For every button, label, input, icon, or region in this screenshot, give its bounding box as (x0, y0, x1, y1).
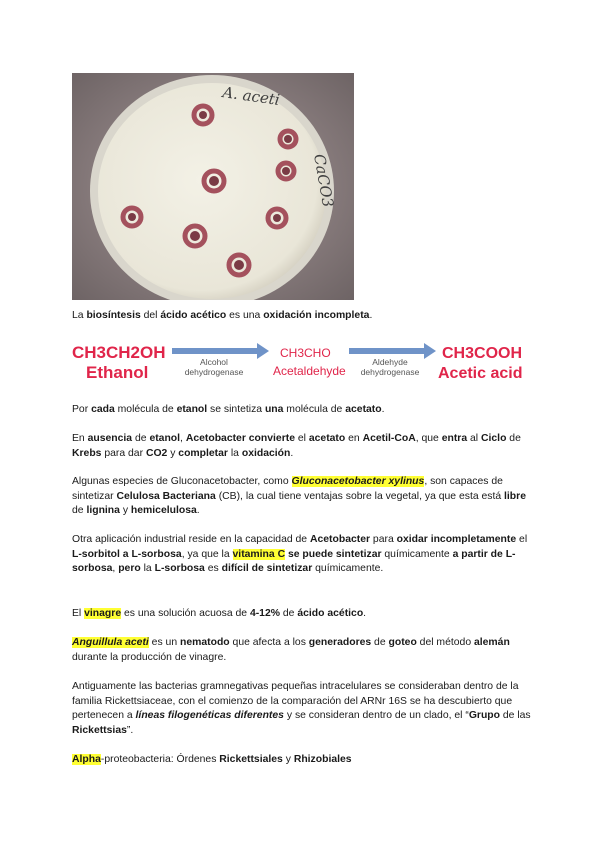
paragraph-2: En ausencia de etanol, Acetobacter convierte el acetato en Acetil-CoA, que entra al Ciclo de Krebs para dar CO2 y completar la oxidación. (72, 433, 521, 459)
highlight: vitamina C (232, 548, 286, 560)
enzyme-1-line-1: Alcohol (200, 357, 228, 367)
paragraph-8: Alpha-proteobacteria: Órdenes Rickettsiales y Rhizobiales (72, 754, 352, 765)
ethanol-name: Ethanol (86, 363, 149, 382)
intro-paragraph: La biosíntesis del ácido acético es una oxidación incompleta. (72, 310, 373, 321)
paragraph-5: El vinagre es una solución acuosa de 4-12% de ácido acético. (72, 608, 367, 619)
handwriting-label: A. aceti (221, 83, 281, 109)
acetaldehyde-formula: CH3CHO (280, 346, 331, 360)
paragraph-4: Otra aplicación industrial reside en la capacidad de Acetobacter para oxidar incompletamente el L-sorbitol a L-sorbosa, ya que la vitamina C se puede sintetizar químicamente a partir de L-sorbosa, pero la L-sorbosa es difícil de sintetizar químicamente. (72, 534, 528, 575)
paragraph-6: Anguillula aceti es un nematodo que afecta a los generadores de goteo del método alemán durante la producción de vinagre. (72, 637, 510, 663)
enzyme-1-line-2: dehydrogenase (184, 367, 244, 377)
highlight: vinagre (84, 608, 122, 619)
highlight: Alpha (72, 754, 101, 765)
petri-dish-illustration (72, 73, 354, 300)
paragraph-7: Antiguamente las bacterias gramnegativas pequeñas intracelulares se consideraban dentro de la familia Rickettsiaceae, con el comienzo de la comparación del ARNr 16S se ha descubierto que pertenecen a líneas filogenéticas diferentes y se consideran dentro de un clado, el “Grupo de las Rickettsias”. (72, 681, 531, 736)
highlight: Anguillula aceti (72, 637, 149, 648)
reaction-diagram (72, 338, 532, 384)
acetic-acid-name: Acetic acid (438, 365, 523, 382)
acetic-acid-formula: CH3COOH (442, 345, 523, 362)
ethanol-formula: CH3CH2OH (72, 343, 166, 362)
acetaldehyde-name: Acetaldehyde (273, 364, 346, 378)
paragraph-3: Algunas especies de Gluconacetobacter, como Gluconacetobacter xylinus, son capaces de sintetizar Celulosa Bacteriana (CB), la cual tiene ventajas sobre la vegetal, ya que esta está libre de lignina y hemicelulosa. (72, 476, 526, 517)
paragraph-1: Por cada molécula de etanol se sintetiza una molécula de acetato. (72, 404, 385, 415)
highlight: Gluconacetobacter xylinus (291, 476, 425, 487)
petri-dish-photo (72, 73, 354, 300)
enzyme-2-line-1: Aldehyde (372, 357, 408, 367)
reaction-arrows (72, 338, 532, 384)
enzyme-2-line-2: dehydrogenase (360, 367, 420, 377)
handwriting-label: CaCO3 (310, 152, 338, 209)
